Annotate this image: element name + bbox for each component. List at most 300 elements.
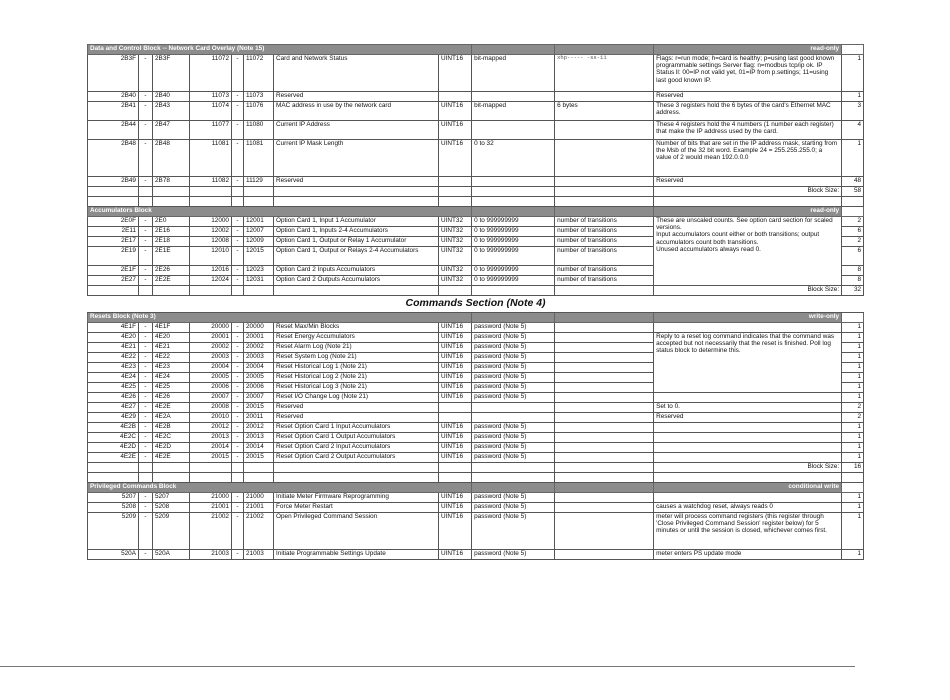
description: Reset Option Card 1 Output Accumulators: [274, 432, 439, 442]
units: [555, 322, 654, 332]
empty-cell: [439, 187, 472, 197]
format: [439, 402, 472, 412]
units: [555, 92, 654, 102]
units: number of transitions: [555, 227, 654, 237]
hex-end: 4E2E: [153, 402, 190, 412]
hex-start: 4E2B: [88, 422, 139, 432]
merged-comment: Reply to a reset log command indicates that the command was accepted but not necessarily that the reset is finished. Poll log status block to determine this.: [654, 332, 842, 392]
empty-cell: [842, 472, 864, 482]
comments: These 4 registers hold the 4 numbers (1 number each register) that make the IP address used by the card.: [654, 121, 842, 140]
size: 3: [842, 102, 864, 121]
range-dash: -: [232, 502, 244, 512]
description: Reset Option Card 2 Input Accumulators: [274, 442, 439, 452]
dec-end: 20001: [244, 332, 274, 342]
hex-end: 2B43: [153, 102, 190, 121]
comments: Number of bits that are set in the IP address mask, starting from the Msb of the 32 bit word. Example 24 = 255.255.255.0; a value of 2 would mean 192.0.0.0: [654, 140, 842, 177]
range: password (Note 5): [472, 442, 555, 452]
range: 0 to 999999999: [472, 237, 555, 247]
block-title: Resets Block (Note 3): [88, 312, 472, 322]
dec-end: 12031: [244, 276, 274, 286]
empty-cell: [88, 197, 139, 207]
block-title: Privileged Commands Block: [88, 482, 472, 492]
block-size-label: Block Size:: [654, 462, 842, 472]
format: UINT16: [439, 549, 472, 559]
dec-start: 11073: [190, 92, 232, 102]
hex-start: 4E29: [88, 412, 139, 422]
register-row: [88, 121, 864, 140]
description: Reset Energy Accumulators: [274, 332, 439, 342]
units: [555, 362, 654, 372]
hex-end: 4E2A: [153, 412, 190, 422]
dec-start: 20013: [190, 432, 232, 442]
description: Option Card 1, Input 1 Accumulator: [274, 217, 439, 227]
section-title-row: [88, 296, 864, 313]
description: Reset Option Card 2 Output Accumulators: [274, 452, 439, 462]
range: password (Note 5): [472, 502, 555, 512]
range: password (Note 5): [472, 342, 555, 352]
range-dash: -: [232, 452, 244, 462]
size: 1: [842, 92, 864, 102]
dec-end: 11073: [244, 92, 274, 102]
range: [472, 177, 555, 187]
range-dash: -: [139, 422, 153, 432]
dec-start: 20008: [190, 402, 232, 412]
size: 1: [842, 382, 864, 392]
range-dash: -: [232, 402, 244, 412]
dec-start: 11077: [190, 121, 232, 140]
units: [555, 392, 654, 402]
empty-cell: [153, 187, 190, 197]
block-header-cell: [842, 312, 864, 322]
range: [472, 402, 555, 412]
block-header-cell: [555, 207, 654, 217]
hex-start: 4E1F: [88, 322, 139, 332]
block-size-value: 32: [842, 286, 864, 296]
format: [439, 412, 472, 422]
format: UINT32: [439, 237, 472, 247]
empty-cell: [139, 197, 153, 207]
size: 8: [842, 266, 864, 276]
spacer-row: [88, 197, 864, 207]
range-dash: -: [232, 102, 244, 121]
empty-cell: [232, 472, 244, 482]
range-dash: -: [139, 237, 153, 247]
block-header-cell: [842, 482, 864, 492]
empty-cell: [139, 462, 153, 472]
dec-start: 12010: [190, 247, 232, 266]
block-size-label: Block Size:: [654, 187, 842, 197]
hex-start: 2B49: [88, 177, 139, 187]
register-row: [88, 402, 864, 412]
dec-end: 11081: [244, 140, 274, 177]
units: [555, 121, 654, 140]
hex-end: 4E2D: [153, 442, 190, 452]
hex-end: 4E26: [153, 392, 190, 402]
empty-cell: [88, 462, 139, 472]
range-dash: -: [139, 352, 153, 362]
dec-start: 21001: [190, 502, 232, 512]
units: [555, 442, 654, 452]
description: Open Privileged Command Session: [274, 512, 439, 549]
range: password (Note 5): [472, 492, 555, 502]
empty-cell: [244, 286, 274, 296]
dec-end: 20013: [244, 432, 274, 442]
dec-start: 20000: [190, 322, 232, 332]
empty-cell: [139, 472, 153, 482]
comments: Flags: r=run mode; h=card is healthy; p=using last good known programmable settings Server flag: n=modbus tcp/ip ok. IP Status ll: 00=IP not valid yet, 01=IP from p.settings; 11=using last good known IP.: [654, 55, 842, 92]
units: [555, 412, 654, 422]
description: Reset I/O Change Log (Note 21): [274, 392, 439, 402]
hex-end: 2E16: [153, 227, 190, 237]
dec-start: 20005: [190, 372, 232, 382]
hex-start: 2E11: [88, 227, 139, 237]
comments: Set to 0.: [654, 402, 842, 412]
comments: meter enters PS update mode: [654, 549, 842, 559]
range-dash: -: [232, 382, 244, 392]
range-dash: -: [139, 322, 153, 332]
size: 1: [842, 342, 864, 352]
empty-cell: [472, 462, 555, 472]
hex-start: 2B40: [88, 92, 139, 102]
dec-end: 12001: [244, 217, 274, 227]
dec-end: 11076: [244, 102, 274, 121]
range-dash: -: [232, 412, 244, 422]
range-dash: -: [232, 362, 244, 372]
empty-cell: [842, 197, 864, 207]
size: 1: [842, 322, 864, 332]
range-dash: -: [139, 342, 153, 352]
format: UINT16: [439, 55, 472, 92]
empty-cell: [244, 462, 274, 472]
empty-cell: [274, 286, 439, 296]
empty-cell: [274, 472, 439, 482]
format: UINT16: [439, 362, 472, 372]
units: [555, 382, 654, 392]
dec-end: 20015: [244, 402, 274, 412]
hex-end: 2E1E: [153, 247, 190, 266]
range-dash: -: [232, 342, 244, 352]
register-row: [88, 322, 864, 332]
format: UINT32: [439, 227, 472, 237]
block-size-value: 16: [842, 462, 864, 472]
hex-start: 2E1F: [88, 266, 139, 276]
register-row: [88, 392, 864, 402]
section-title: Commands Section (Note 4): [88, 296, 864, 313]
size: 1: [842, 512, 864, 549]
block-access: read-only: [654, 207, 842, 217]
dec-end: 11072: [244, 55, 274, 92]
size: 1: [842, 432, 864, 442]
size: 1: [842, 549, 864, 559]
block-title: Data and Control Block -- Network Card Overlay (Note 15): [88, 45, 472, 55]
range-dash: -: [139, 512, 153, 549]
dec-start: 21003: [190, 549, 232, 559]
range: password (Note 5): [472, 512, 555, 549]
empty-cell: [244, 187, 274, 197]
units: [555, 452, 654, 462]
dec-end: 12015: [244, 247, 274, 266]
empty-cell: [555, 187, 654, 197]
empty-cell: [555, 472, 654, 482]
units: xhp----- -ss-11: [555, 55, 654, 92]
range: 0 to 999999999: [472, 247, 555, 266]
range: password (Note 5): [472, 549, 555, 559]
size: 1: [842, 442, 864, 452]
empty-cell: [244, 472, 274, 482]
dec-end: 20011: [244, 412, 274, 422]
dec-end: 21003: [244, 549, 274, 559]
format: UINT16: [439, 372, 472, 382]
hex-start: 4E2E: [88, 452, 139, 462]
register-row: [88, 140, 864, 177]
range-dash: -: [139, 55, 153, 92]
format: [439, 177, 472, 187]
register-row: [88, 502, 864, 512]
block-size-row: [88, 187, 864, 197]
dec-end: 21002: [244, 512, 274, 549]
range-dash: -: [139, 92, 153, 102]
dec-start: 11081: [190, 140, 232, 177]
comments: [654, 442, 842, 452]
range: password (Note 5): [472, 422, 555, 432]
range-dash: -: [139, 392, 153, 402]
dec-end: 20006: [244, 382, 274, 392]
hex-start: 5208: [88, 502, 139, 512]
empty-cell: [153, 197, 190, 207]
empty-cell: [232, 462, 244, 472]
range-dash: -: [139, 382, 153, 392]
range-dash: -: [139, 549, 153, 559]
description: Reset Max/Min Blocks: [274, 322, 439, 332]
empty-cell: [472, 472, 555, 482]
description: Reset System Log (Note 21): [274, 352, 439, 362]
range-dash: -: [139, 332, 153, 342]
merged-comment: These are unscaled counts. See option card section for scaled versions. Input accumulators count either or both transitions; output accumulators count both transitions. Unused accumulators always read 0.: [654, 217, 842, 286]
comments: causes a watchdog reset, always reads 0: [654, 502, 842, 512]
block-access: conditional write: [654, 482, 842, 492]
block-access: read-only: [654, 45, 842, 55]
hex-start: 4E21: [88, 342, 139, 352]
hex-start: 2E0F: [88, 217, 139, 227]
comments: [654, 492, 842, 502]
range-dash: -: [139, 177, 153, 187]
range-dash: -: [232, 332, 244, 342]
empty-cell: [190, 462, 232, 472]
range-dash: -: [232, 140, 244, 177]
description: Force Meter Restart: [274, 502, 439, 512]
dec-start: 20015: [190, 452, 232, 462]
block-size-label: Block Size:: [654, 286, 842, 296]
format: UINT32: [439, 247, 472, 266]
units: [555, 342, 654, 352]
register-row: [88, 432, 864, 442]
comments: [654, 432, 842, 442]
range-dash: -: [232, 177, 244, 187]
format: UINT16: [439, 121, 472, 140]
empty-cell: [472, 187, 555, 197]
dec-start: 12008: [190, 237, 232, 247]
range-dash: -: [139, 227, 153, 237]
description: Reset Historical Log 1 (Note 21): [274, 362, 439, 372]
register-row: [88, 452, 864, 462]
units: [555, 402, 654, 412]
description: Current IP Mask Length: [274, 140, 439, 177]
units: [555, 140, 654, 177]
dec-end: 20007: [244, 392, 274, 402]
format: UINT16: [439, 322, 472, 332]
size: 2: [842, 217, 864, 227]
units: [555, 422, 654, 432]
empty-cell: [439, 472, 472, 482]
range-dash: -: [232, 372, 244, 382]
description: Option Card 2 Inputs Accumulators: [274, 266, 439, 276]
comments: These 3 registers hold the 6 bytes of the card's Ethernet MAC address.: [654, 102, 842, 121]
range-dash: -: [232, 322, 244, 332]
empty-cell: [190, 197, 232, 207]
dec-end: 11129: [244, 177, 274, 187]
block-header-cell: [472, 207, 555, 217]
hex-end: 5209: [153, 512, 190, 549]
format: UINT16: [439, 452, 472, 462]
size: 1: [842, 452, 864, 462]
dec-end: 20015: [244, 452, 274, 462]
register-row: [88, 92, 864, 102]
description: Initiate Programmable Settings Update: [274, 549, 439, 559]
format: UINT16: [439, 140, 472, 177]
hex-end: 2E0: [153, 217, 190, 227]
empty-cell: [439, 286, 472, 296]
hex-start: 4E2C: [88, 432, 139, 442]
hex-end: 5207: [153, 492, 190, 502]
comments: [654, 392, 842, 402]
empty-cell: [472, 197, 555, 207]
empty-cell: [139, 286, 153, 296]
units: number of transitions: [555, 276, 654, 286]
range-dash: -: [139, 140, 153, 177]
block-header-row: [88, 312, 864, 322]
dec-start: 20014: [190, 442, 232, 452]
range: password (Note 5): [472, 392, 555, 402]
description: Card and Network Status: [274, 55, 439, 92]
hex-start: 2B48: [88, 140, 139, 177]
dec-start: 20007: [190, 392, 232, 402]
hex-end: 2B40: [153, 92, 190, 102]
format: UINT16: [439, 492, 472, 502]
hex-start: 2B44: [88, 121, 139, 140]
range-dash: -: [139, 247, 153, 266]
hex-end: 2E18: [153, 237, 190, 247]
dec-end: 21000: [244, 492, 274, 502]
register-row: [88, 412, 864, 422]
range: password (Note 5): [472, 372, 555, 382]
block-header-cell: [555, 312, 654, 322]
register-row: [88, 332, 864, 342]
hex-end: 4E1F: [153, 322, 190, 332]
range: password (Note 5): [472, 352, 555, 362]
range-dash: -: [232, 549, 244, 559]
empty-cell: [153, 286, 190, 296]
comments: meter will process command registers (this register through 'Close Privileged Command Session' register below) for 5 minutes or until the session is closed, whichever comes first.: [654, 512, 842, 549]
range-dash: -: [139, 276, 153, 286]
hex-end: 4E23: [153, 362, 190, 372]
hex-end: 4E2C: [153, 432, 190, 442]
hex-start: 2B3F: [88, 55, 139, 92]
empty-cell: [274, 197, 439, 207]
range-dash: -: [139, 217, 153, 227]
block-header-row: [88, 45, 864, 55]
range: password (Note 5): [472, 432, 555, 442]
empty-cell: [439, 197, 472, 207]
size: 1: [842, 422, 864, 432]
description: Option Card 1, Output or Relays 2-4 Accumulators: [274, 247, 439, 266]
hex-start: 5209: [88, 512, 139, 549]
description: Initiate Meter Firmware Reprogramming: [274, 492, 439, 502]
empty-cell: [139, 187, 153, 197]
dec-end: 21001: [244, 502, 274, 512]
hex-start: 4E23: [88, 362, 139, 372]
block-header-cell: [842, 207, 864, 217]
format: UINT16: [439, 432, 472, 442]
range: password (Note 5): [472, 332, 555, 342]
dec-end: 12009: [244, 237, 274, 247]
range-dash: -: [232, 392, 244, 402]
range-dash: -: [139, 452, 153, 462]
format: UINT16: [439, 352, 472, 362]
hex-start: 4E2D: [88, 442, 139, 452]
hex-end: 2B3F: [153, 55, 190, 92]
dec-start: 20002: [190, 342, 232, 352]
register-map-table: [87, 44, 864, 560]
description: Option Card 1, Inputs 2-4 Accumulators: [274, 227, 439, 237]
hex-start: 4E27: [88, 402, 139, 412]
empty-cell: [190, 187, 232, 197]
hex-end: 4E2E: [153, 452, 190, 462]
empty-cell: [654, 472, 842, 482]
range-dash: -: [139, 372, 153, 382]
format: UINT16: [439, 502, 472, 512]
units: number of transitions: [555, 266, 654, 276]
range-dash: -: [232, 422, 244, 432]
format: UINT32: [439, 266, 472, 276]
units: number of transitions: [555, 247, 654, 266]
hex-end: 2B78: [153, 177, 190, 187]
register-row: [88, 442, 864, 452]
empty-cell: [190, 472, 232, 482]
range: [472, 92, 555, 102]
range: password (Note 5): [472, 362, 555, 372]
range: bit-mapped: [472, 55, 555, 92]
range: password (Note 5): [472, 322, 555, 332]
format: UINT16: [439, 442, 472, 452]
register-row: [88, 177, 864, 187]
units: [555, 502, 654, 512]
block-header-cell: [555, 482, 654, 492]
empty-cell: [88, 286, 139, 296]
block-header-cell: [472, 45, 555, 55]
block-header-row: [88, 482, 864, 492]
range-dash: -: [232, 237, 244, 247]
dec-start: 20010: [190, 412, 232, 422]
block-header-row: [88, 207, 864, 217]
units: [555, 372, 654, 382]
size: 48: [842, 177, 864, 187]
description: Option Card 1, Output or Relay 1 Accumulator: [274, 237, 439, 247]
empty-cell: [555, 197, 654, 207]
dec-end: 20012: [244, 422, 274, 432]
page-footer-rule: [0, 666, 855, 667]
hex-end: 2B48: [153, 140, 190, 177]
range-dash: -: [232, 442, 244, 452]
